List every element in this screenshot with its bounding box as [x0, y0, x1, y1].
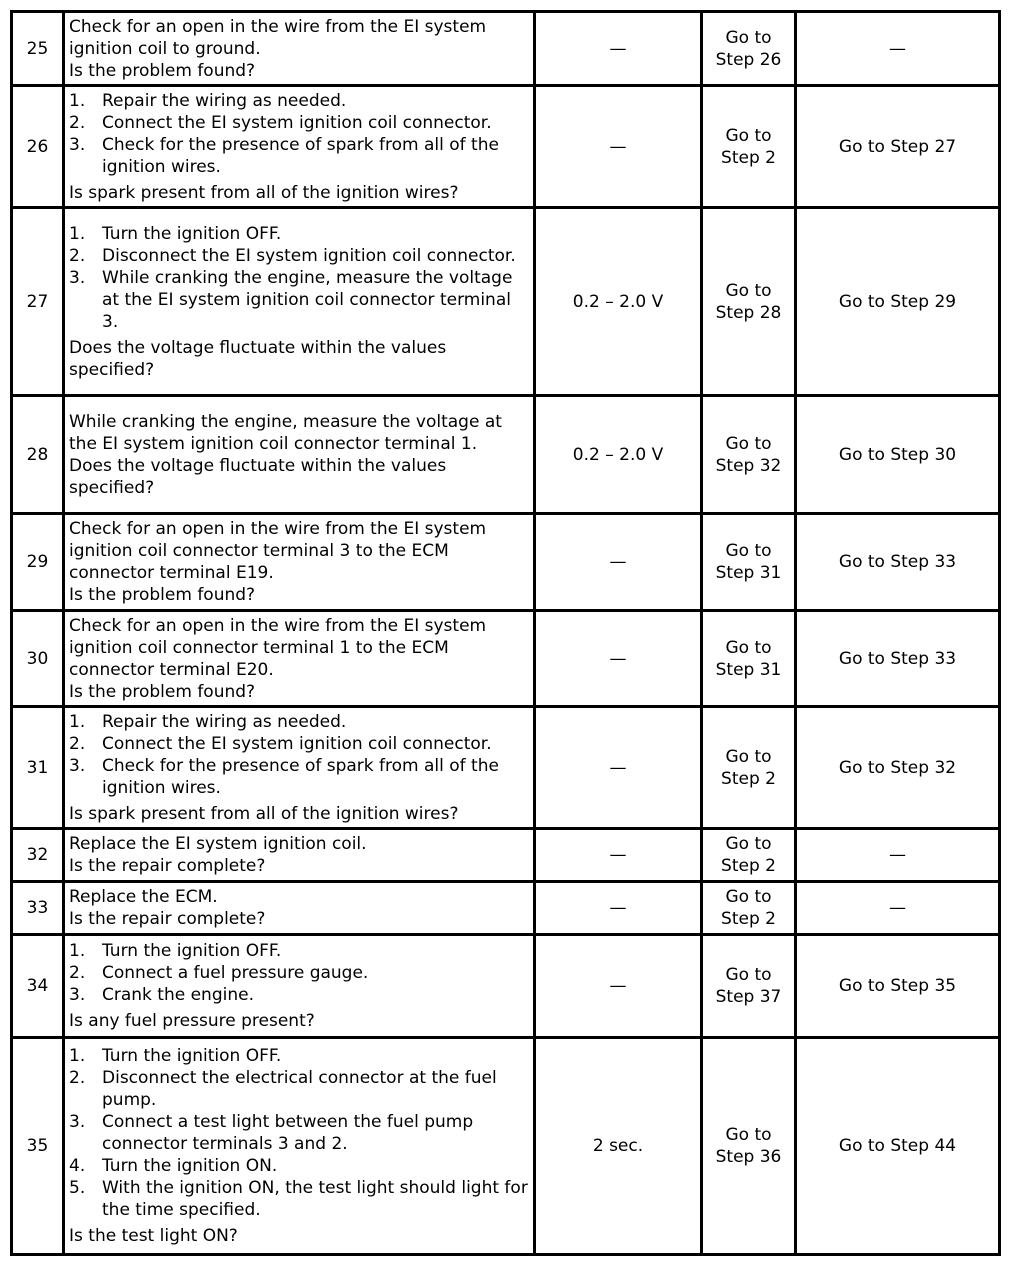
list-item-number: 3. — [69, 267, 86, 288]
step-value: — — [535, 86, 702, 208]
list-item-text: Connect the EI system ignition coil connector. — [102, 112, 492, 133]
step-yes-action: Go to Step 26 — [702, 12, 796, 86]
action-list-item — [69, 962, 529, 984]
list-item-text: With the ignition ON, the test light should light for the time specified. — [102, 1178, 528, 1220]
list-item-number: 3. — [69, 755, 86, 776]
step-value: — — [535, 935, 702, 1038]
list-item-text: Turn the ignition ON. — [102, 1156, 278, 1176]
step-action — [64, 514, 535, 611]
action-list-item — [69, 267, 529, 333]
list-item-number: 3. — [69, 1112, 86, 1132]
action-text: Check for an open in the wire from the EI system — [69, 16, 487, 37]
step-yes-action: Go to Step 2 — [702, 86, 796, 208]
list-item-number: 1. — [69, 90, 86, 111]
action-text: Replace the ECM. — [69, 887, 218, 907]
step-yes-action: Go to Step 36 — [702, 1038, 796, 1255]
step-action — [64, 1038, 535, 1255]
step-yes-action: Go to Step 31 — [702, 611, 796, 707]
list-item-number: 2. — [69, 1068, 86, 1088]
step-yes-action: Go to Step 31 — [702, 514, 796, 611]
action-question: Is the repair complete? — [69, 856, 266, 876]
step-action — [64, 208, 535, 396]
step-no-action: Go to Step 35 — [796, 935, 1000, 1038]
action-question: Is the problem found? — [69, 60, 256, 81]
step-number: 25 — [12, 12, 64, 86]
action-list-item — [69, 733, 529, 755]
action-text: Check for an open in the wire from the EI system ignition coil connector terminal 3 to the ECM connector terminal E19. — [69, 519, 487, 583]
step-number: 31 — [12, 707, 64, 829]
list-item-text: Check for the presence of spark from all of the ignition wires. — [102, 134, 499, 177]
table-row — [12, 882, 1000, 935]
list-item-text: Disconnect the EI system ignition coil connector. — [102, 245, 516, 266]
action-text: Check for an open in the wire from the EI system ignition coil connector terminal 1 to the ECM connector terminal E20. — [69, 615, 487, 680]
list-item-text: Disconnect the electrical connector at the fuel pump. — [102, 1068, 497, 1110]
step-yes-action: Go to Step 28 — [702, 208, 796, 396]
step-no-action: — — [796, 12, 1000, 86]
action-text: While cranking the engine, measure the voltage at the EI system ignition coil connector terminal 1. — [69, 411, 502, 454]
list-item-number: 1. — [69, 711, 86, 732]
step-number: 35 — [12, 1038, 64, 1255]
table-row — [12, 707, 1000, 829]
list-item-number: 3. — [69, 134, 86, 155]
table-row — [12, 12, 1000, 86]
step-value: — — [535, 829, 702, 882]
step-yes-action: Go to Step 32 — [702, 396, 796, 514]
list-item-text: Repair the wiring as needed. — [102, 711, 347, 732]
step-action — [64, 12, 535, 86]
step-action — [64, 611, 535, 707]
step-yes-action: Go to Step 2 — [702, 829, 796, 882]
list-item-text: Check for the presence of spark from all of the ignition wires. — [102, 755, 499, 798]
action-question: Is the problem found? — [69, 585, 256, 605]
action-text: ignition coil to ground. — [69, 38, 261, 59]
step-number: 29 — [12, 514, 64, 611]
list-item-text: Turn the ignition OFF. — [102, 941, 282, 961]
action-list-item — [69, 112, 529, 134]
list-item-text: Repair the wiring as needed. — [102, 90, 347, 111]
list-item-number: 2. — [69, 963, 86, 983]
action-question: Is spark present from all of the ignition wires? — [69, 803, 459, 824]
action-list-item — [69, 711, 529, 733]
step-number: 34 — [12, 935, 64, 1038]
action-list-item — [69, 755, 529, 799]
step-no-action: Go to Step 44 — [796, 1038, 1000, 1255]
step-no-action: Go to Step 29 — [796, 208, 1000, 396]
step-number: 27 — [12, 208, 64, 396]
list-item-text: Turn the ignition OFF. — [102, 223, 282, 244]
action-list-item — [69, 1177, 529, 1221]
step-number: 33 — [12, 882, 64, 935]
step-value: — — [535, 514, 702, 611]
action-question: Does the voltage fluctuate within the values specified? — [69, 337, 447, 380]
list-item-number: 2. — [69, 733, 86, 754]
step-value: — — [535, 882, 702, 935]
step-value: — — [535, 611, 702, 707]
action-list-item — [69, 984, 529, 1006]
step-action — [64, 86, 535, 208]
step-no-action: — — [796, 882, 1000, 935]
table-row — [12, 611, 1000, 707]
list-item-text: While cranking the engine, measure the voltage at the EI system ignition coil connector terminal 3. — [102, 267, 513, 332]
list-item-text: Connect a test light between the fuel pump connector terminals 3 and 2. — [102, 1112, 474, 1154]
table-row — [12, 935, 1000, 1038]
step-action — [64, 882, 535, 935]
action-list-item — [69, 90, 529, 112]
action-list-item — [69, 223, 529, 245]
list-item-number: 2. — [69, 112, 86, 133]
step-no-action: Go to Step 30 — [796, 396, 1000, 514]
table-row — [12, 829, 1000, 882]
step-yes-action: Go to Step 2 — [702, 707, 796, 829]
list-item-text: Turn the ignition OFF. — [102, 1046, 282, 1066]
list-item-number: 2. — [69, 245, 86, 266]
action-question: Is any fuel pressure present? — [69, 1011, 315, 1031]
list-item-text: Crank the engine. — [102, 985, 254, 1005]
list-item-number: 1. — [69, 1046, 86, 1066]
step-number: 26 — [12, 86, 64, 208]
list-item-text: Connect the EI system ignition coil connector. — [102, 733, 492, 754]
step-no-action: Go to Step 33 — [796, 514, 1000, 611]
step-value: — — [535, 12, 702, 86]
action-list-item — [69, 1155, 529, 1177]
step-no-action: Go to Step 33 — [796, 611, 1000, 707]
step-no-action: Go to Step 32 — [796, 707, 1000, 829]
action-list-item — [69, 1045, 529, 1067]
step-action — [64, 707, 535, 829]
action-list-item — [69, 134, 529, 178]
step-number: 32 — [12, 829, 64, 882]
action-question: Is the test light ON? — [69, 1226, 238, 1246]
step-no-action: — — [796, 829, 1000, 882]
list-item-number: 3. — [69, 985, 86, 1005]
action-list-item — [69, 245, 529, 267]
list-item-number: 1. — [69, 941, 86, 961]
step-value: 2 sec. — [535, 1038, 702, 1255]
action-text: Replace the EI system ignition coil. — [69, 834, 367, 854]
step-value: 0.2 – 2.0 V — [535, 208, 702, 396]
list-item-text: Connect a fuel pressure gauge. — [102, 963, 369, 983]
action-list-item — [69, 940, 529, 962]
list-item-number: 1. — [69, 223, 86, 244]
table-row — [12, 1038, 1000, 1255]
step-number: 28 — [12, 396, 64, 514]
diagnostic-table — [10, 10, 1001, 1256]
table-row — [12, 396, 1000, 514]
action-question: Does the voltage fluctuate within the values specified? — [69, 455, 447, 498]
action-list-item — [69, 1067, 529, 1111]
step-action — [64, 829, 535, 882]
action-question: Is spark present from all of the ignition wires? — [69, 182, 459, 203]
step-action — [64, 935, 535, 1038]
step-yes-action: Go to Step 37 — [702, 935, 796, 1038]
step-no-action: Go to Step 27 — [796, 86, 1000, 208]
step-value: 0.2 – 2.0 V — [535, 396, 702, 514]
list-item-number: 4. — [69, 1156, 86, 1176]
action-list-item — [69, 1111, 529, 1155]
step-yes-action: Go to Step 2 — [702, 882, 796, 935]
action-question: Is the problem found? — [69, 681, 256, 702]
list-item-number: 5. — [69, 1178, 86, 1198]
step-value: — — [535, 707, 702, 829]
table-row — [12, 208, 1000, 396]
step-action — [64, 396, 535, 514]
table-row — [12, 86, 1000, 208]
step-number: 30 — [12, 611, 64, 707]
table-row — [12, 514, 1000, 611]
action-question: Is the repair complete? — [69, 909, 266, 929]
